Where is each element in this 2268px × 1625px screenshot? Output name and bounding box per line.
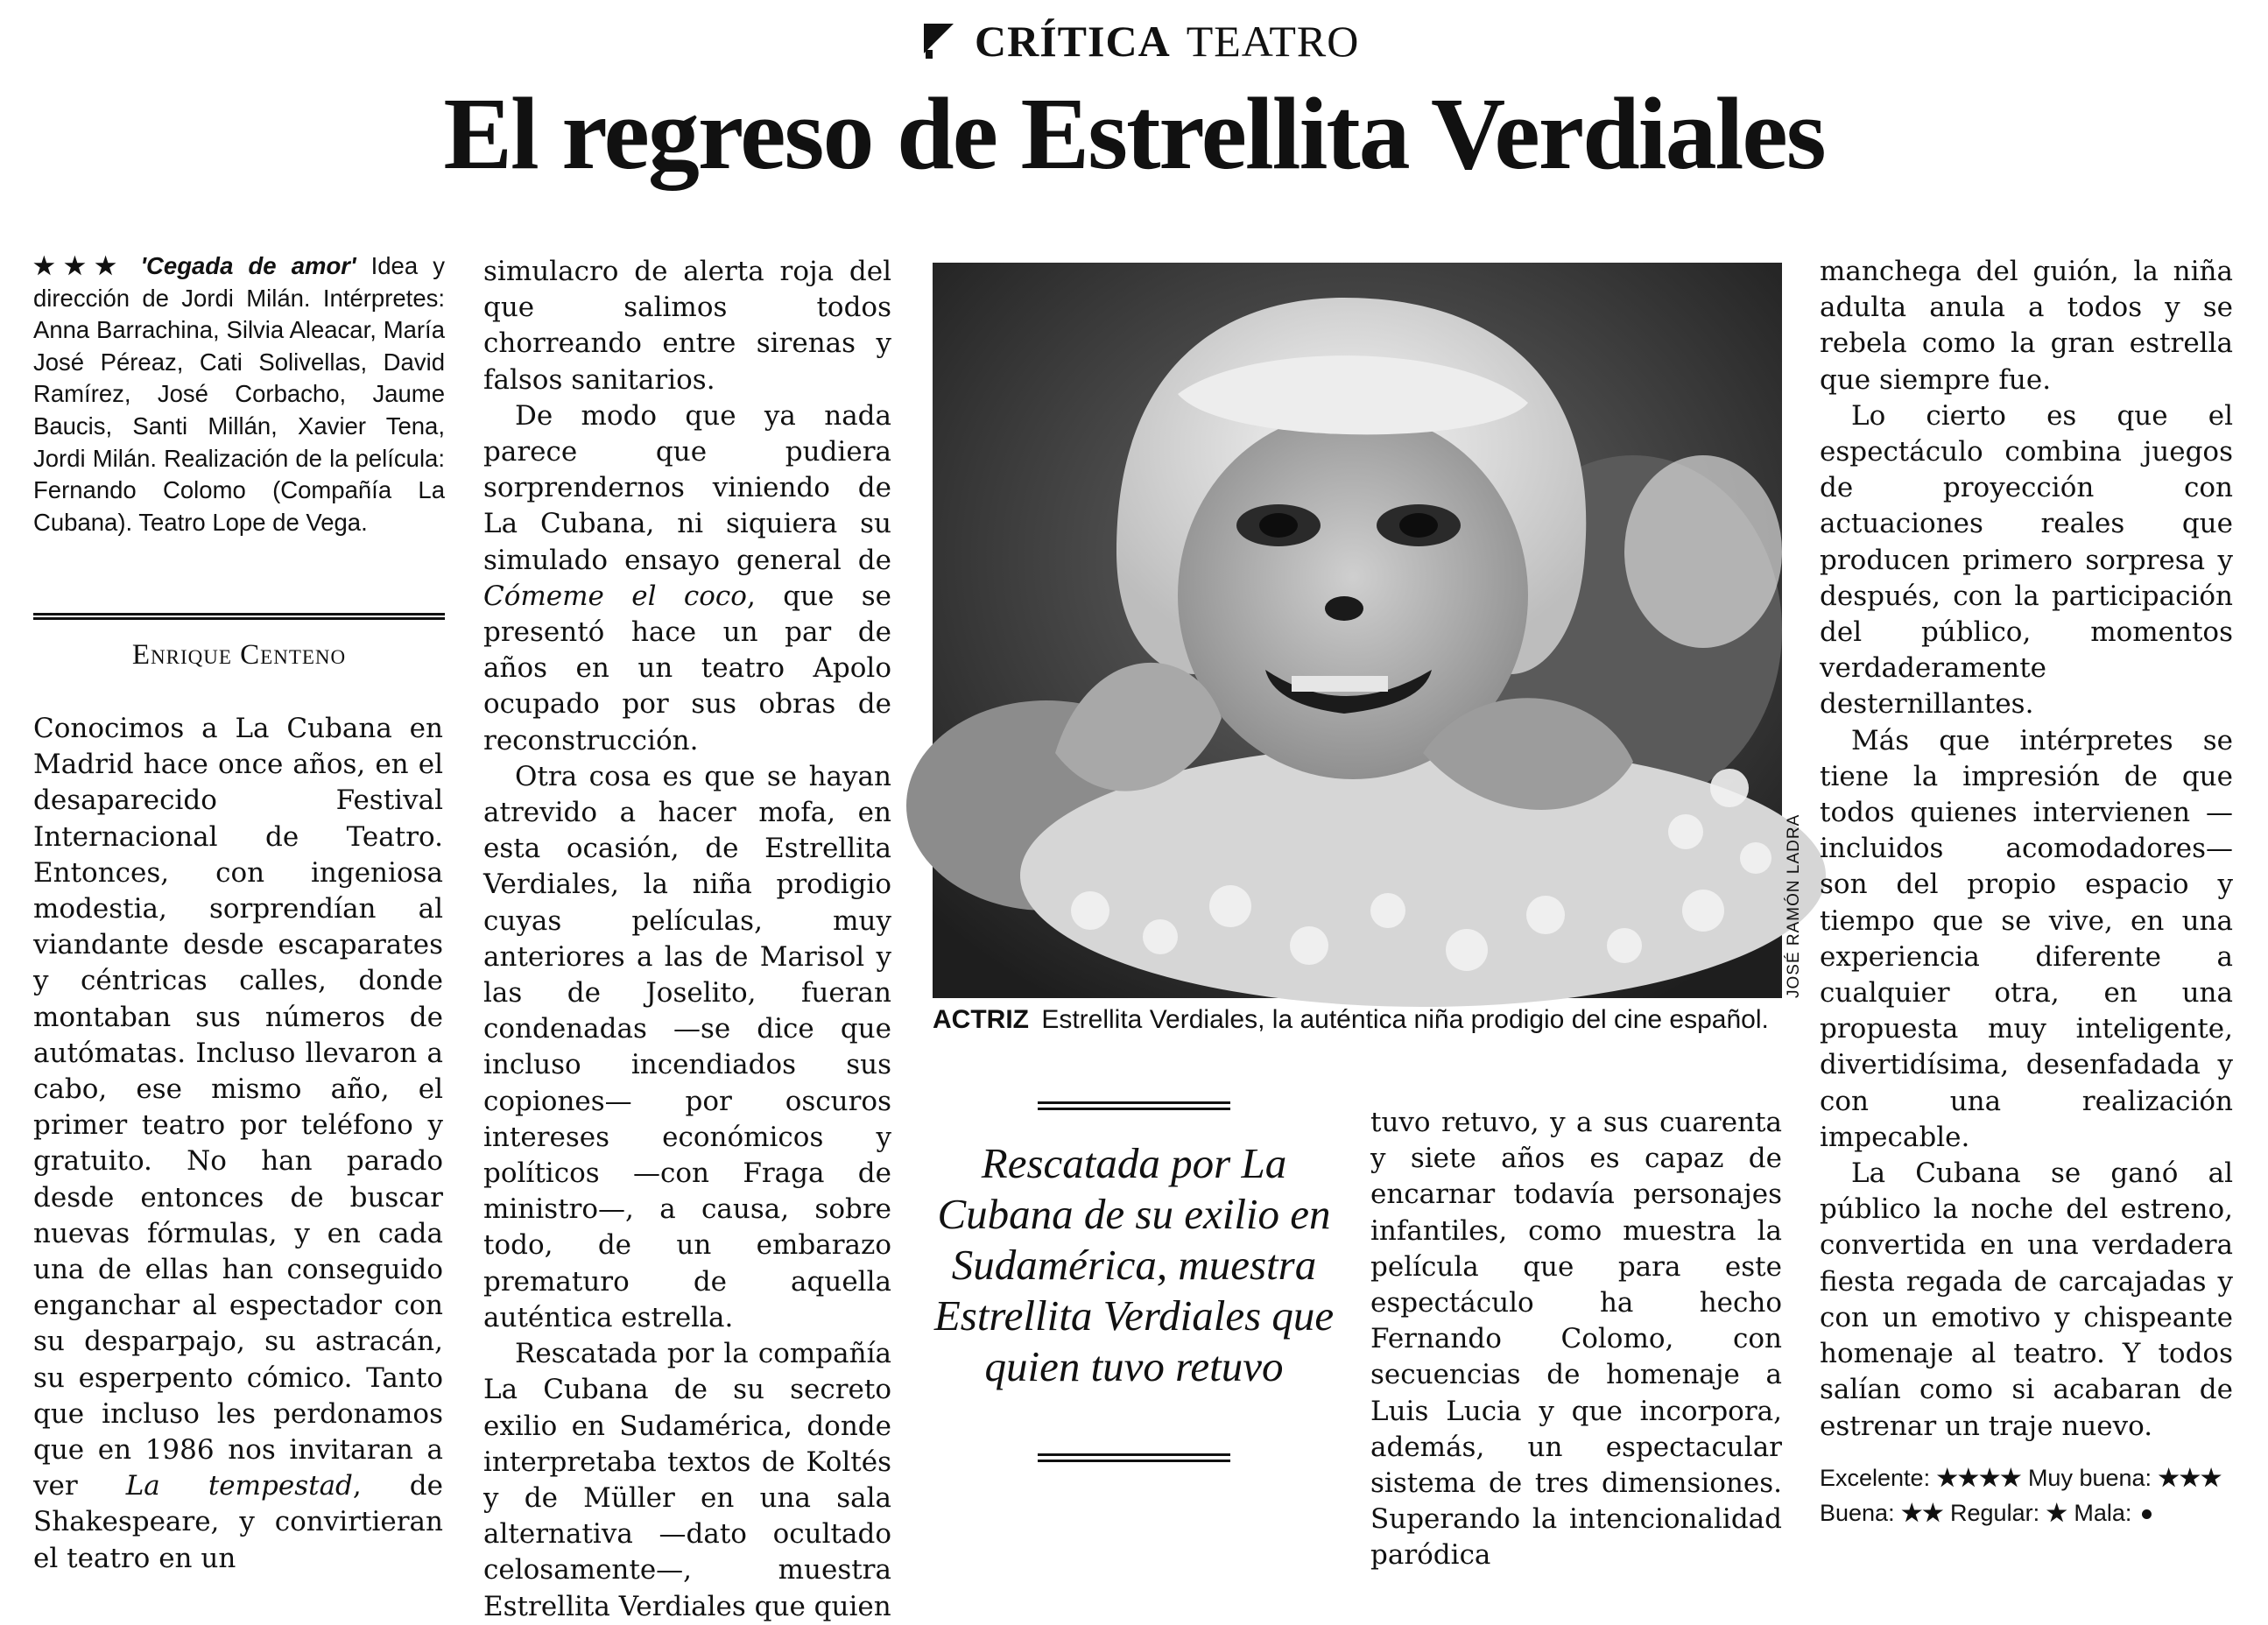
section-flag-icon: [924, 24, 959, 59]
rating-stars: ★★★: [33, 252, 126, 279]
photo-credit: JOSÉ RAMÓN LADRA: [1785, 813, 1803, 998]
article-headline: El regreso de Estrellita Verdiales: [443, 76, 1825, 191]
actress-portrait-image: [933, 263, 1782, 998]
paragraph: De modo que ya nada parece que pudiera sorprendernos viniendo de La Cubana, ni siquiera su simulado ensayo general de Cómeme el coco, que se presentó hace un par de años en un teatro Apolo ocupado por sus obras de reconstrucción.: [483, 399, 891, 756]
article-photo: [933, 263, 1782, 998]
section-name-bold: CRÍTICA: [975, 17, 1171, 66]
section-label: [924, 11, 1359, 72]
bullet-dot-icon: [2142, 1509, 2152, 1519]
paragraph: La Cubana se ganó al público la noche del estreno, convertida en una verdadera fiesta regada de carcajadas y con un emotivo y chispeante homenaje al teatro. Y todos salían como si acabaran de estrenar un traje nuevo.: [1820, 1157, 2233, 1442]
rating-legend: [1820, 1460, 2249, 1530]
rating-legend-row-2: Buena: ★★ Regular: ★ Mala:: [1820, 1495, 2249, 1530]
pullquote: Rescatada por La Cubana de su exilio en Sudamérica, muestra Estrellita Verdiales que quien tuvo retuvo: [933, 1139, 1335, 1390]
section-name-regular: TEATRO: [1186, 17, 1360, 66]
article-column-4: [1820, 254, 2233, 1445]
paragraph: Más que intérpretes se tiene la impresión de que todos quienes intervienen —incluidos acomodadores— son del propio espacio y tiempo que se vive, en una experiencia diferente a cualquier otra, en una propuesta muy inteligente, divertidísima, desenfadada y con una realización impecable.: [1820, 724, 2233, 1153]
paragraph: Conocimos a La Cubana en Madrid hace once años, en el desaparecido Festival Internacional de Teatro. Entonces, con ingeniosa modestia, sorprendían al viandante desde escaparates y céntricas calles, donde montaban sus números de autómatas. Incluso llevaron a cabo, ese mismo año, el primer teatro por teléfono y gratuito. No han parado desde entonces de buscar nuevas fórmulas, y en cada una de ellas han conseguido enganchar al espectador con su desparpajo, su astracán, su esperpento cómico. Tanto que incluso les perdonamos que en 1986 nos invitaran a ver La tempestad, de Shakespeare, y convirtieran el teatro en un: [33, 713, 443, 1574]
credits-text: Idea y dirección de Jordi Milán. Intérpretes: Anna Barrachina, Silvia Aleacar, María José Péreaz, Cati Solivellas, David Ramírez, José Corbacho, Jaume Baucis, Santi Millán, Xavier Tena, Jordi Milán. Realización de la película: Fernando Colomo (Compañía La Cubana). Teatro Lope de Vega.: [33, 252, 446, 536]
paragraph: Rescatada por la compañía La Cubana de su secreto exilio en Sudamérica, donde interpretaba textos de Koltés y de Müller en una sala alternativa —dato ocultado celosamente—, muestra Estrellita Verdiales que quien: [483, 1338, 891, 1622]
pullquote-bottom-rule: [1038, 1453, 1230, 1462]
photo-caption: [933, 1005, 1791, 1035]
article-column-3: [1370, 1105, 1782, 1574]
rating-legend-row-1: Excelente: ★★★★ Muy buena: ★★★: [1820, 1465, 2222, 1491]
article-column-2: [483, 254, 891, 1625]
caption-label: ACTRIZ: [933, 1005, 1029, 1034]
paragraph: manchega del guión, la niña adulta anula a todos y se rebela como la gran estrella que siempre fue.: [1820, 256, 2233, 396]
paragraph: Otra cosa es que se hayan atrevido a hacer mofa, en esta ocasión, de Estrellita Verdiales, la niña prodigio cuyas películas, muy anteriores a las de Marisol y las de Joselito, fueran condenadas —se dice que incluso incendiados sus copiones— por oscuros intereses económicos y políticos —con Fraga de ministro—, a causa, sobre todo, de un embarazo prematuro de aquella auténtica estrella.: [483, 760, 891, 1333]
byline-rule: [33, 613, 445, 620]
show-title: 'Cegada de amor': [140, 252, 356, 279]
pullquote-top-rule: [1038, 1101, 1230, 1110]
paragraph: tuvo retuvo, y a sus cuarenta y siete años es capaz de encarnar todavía personajes infantiles, como muestra la película que para este espectáculo ha hecho Fernando Colomo, con secuencias de homenaje a Luis Lucia y que incorpora, además, un espectacular sistema de tres dimensiones. Superando la intencionalidad paródica: [1370, 1107, 1782, 1572]
paragraph: Lo cierto es que el espectáculo combina juegos de proyección con actuaciones reales que producen primero sorpresa y después, con la participación del público, momentos verdaderamente desternillantes.: [1820, 399, 2233, 721]
byline: Enrique Centeno: [131, 639, 347, 671]
show-credits: [33, 250, 445, 538]
article-column-1: [33, 711, 443, 1577]
paragraph: simulacro de alerta roja del que salimos todos chorreando entre sirenas y falsos sanitarios.: [483, 256, 891, 396]
caption-text: Estrellita Verdiales, la auténtica niña prodigio del cine español.: [1041, 1005, 1769, 1034]
